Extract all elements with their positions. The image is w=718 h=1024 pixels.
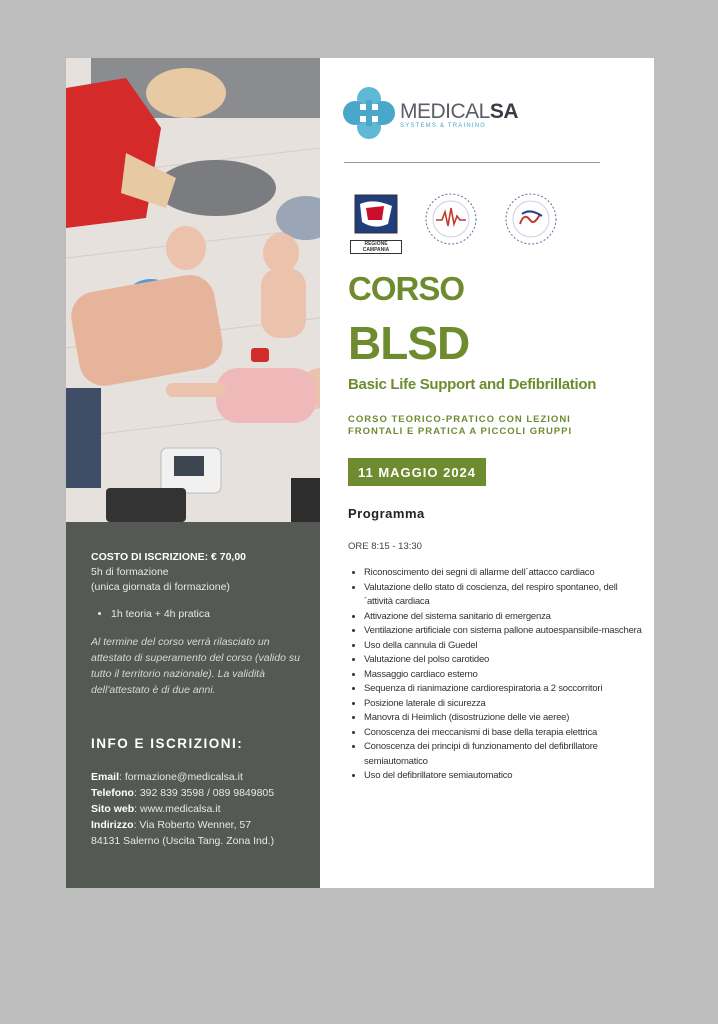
programme-hours: ORE 8:15 - 13:30 [348, 541, 422, 552]
header-divider [344, 162, 600, 163]
phone-label: Telefono [91, 787, 134, 799]
list-item: • Valutazione dello stato di coscienza, del respiro spontaneo, dell´attività cardiaca [364, 581, 644, 610]
address-row [91, 817, 306, 833]
list-item: • Conoscenza dei meccanismi di base della terapia elettrica [364, 726, 644, 741]
address-line-2: 84131 Salerno (Uscita Tang. Zona Ind.) [91, 835, 275, 847]
course-subtitle: Basic Life Support and Defibrillation [348, 376, 597, 393]
regione-shield-icon [354, 194, 398, 234]
contact-block [91, 769, 306, 849]
certificate-note: Al termine del corso verrà rilasciato un attestato di superamento del corso (valido su tutto il territorio nazionale). La validità dell'attestato è di due anni. [91, 636, 300, 696]
left-column [66, 58, 320, 888]
breakdown-list [91, 607, 306, 622]
brand-name: MEDICALSA [400, 100, 519, 123]
email-label: Email [91, 771, 120, 783]
breakdown-item: • 1h teoria + 4h pratica [111, 607, 306, 622]
list-item: • Sequenza di rianimazione cardiorespiratoria a 2 soccorritori [364, 682, 644, 697]
phone-value[interactable]: : 392 839 3598 / 089 9849805 [133, 787, 275, 799]
sps-seal-icon [504, 192, 558, 246]
medicalsa-logo [342, 86, 542, 142]
cross-logo-icon [342, 86, 396, 140]
list-item: • Riconoscimento dei segni di allarme dell´attacco cardiaco [364, 566, 644, 581]
course-code: BLSD [348, 317, 470, 369]
course-word: CORSO [348, 270, 465, 307]
cpr-training-photo [66, 58, 320, 522]
list-item: • Massaggio cardiaco esterno [364, 668, 644, 683]
partner-logos [348, 192, 608, 253]
programme-topics [348, 566, 644, 784]
flyer-page [66, 58, 654, 888]
list-item: • Posizione laterale di sicurezza [364, 697, 644, 712]
website-label: Sito web [91, 803, 135, 815]
right-column [320, 58, 654, 888]
website-value[interactable]: : www.medicalsa.it [134, 803, 221, 815]
website-row [91, 801, 306, 817]
email-value[interactable]: : formazione@medicalsa.it [119, 771, 243, 783]
email-row [91, 769, 306, 785]
info-panel [66, 522, 320, 888]
regione-label: REGIONE CAMPANIA [350, 240, 402, 254]
brand-tagline: SYSTEMS & TRAINING [400, 123, 487, 129]
duration-note: (unica giornata di formazione) [91, 581, 230, 593]
list-item: • Uso del defibrillatore semiautomatico [364, 769, 644, 784]
date-badge: 11 MAGGIO 2024 [348, 458, 486, 486]
address-label: Indirizzo [91, 819, 134, 831]
info-section-title: INFO E ISCRIZIONI: [91, 736, 244, 751]
address-value: : Via Roberto Wenner, 57 [133, 819, 252, 831]
list-item: • Attivazione del sistema sanitario di emergenza [364, 610, 644, 625]
duration-text: 5h di formazione [91, 566, 169, 578]
list-item: • Valutazione del polso carotideo [364, 653, 644, 668]
course-tagline: CORSO TEORICO-PRATICO CON LEZIONI FRONTALI E PRATICA A PICCOLI GRUPPI [348, 414, 573, 437]
scuola-medica-seal-icon [424, 192, 478, 246]
programme-title: Programma [348, 506, 425, 521]
cost-label: COSTO DI ISCRIZIONE: € 70,00 [91, 551, 247, 563]
list-item: • Ventilazione artificiale con sistema pallone autoespansibile-maschera [364, 624, 644, 639]
list-item: • Uso della cannula di Guedel [364, 639, 644, 654]
regione-campania-logo [350, 194, 402, 253]
phone-row [91, 785, 306, 801]
list-item: • Manovra di Heimlich (disostruzione delle vie aeree) [364, 711, 644, 726]
list-item: • Conoscenza dei principi di funzionamento del defibrillatore semiautomatico [364, 740, 644, 769]
